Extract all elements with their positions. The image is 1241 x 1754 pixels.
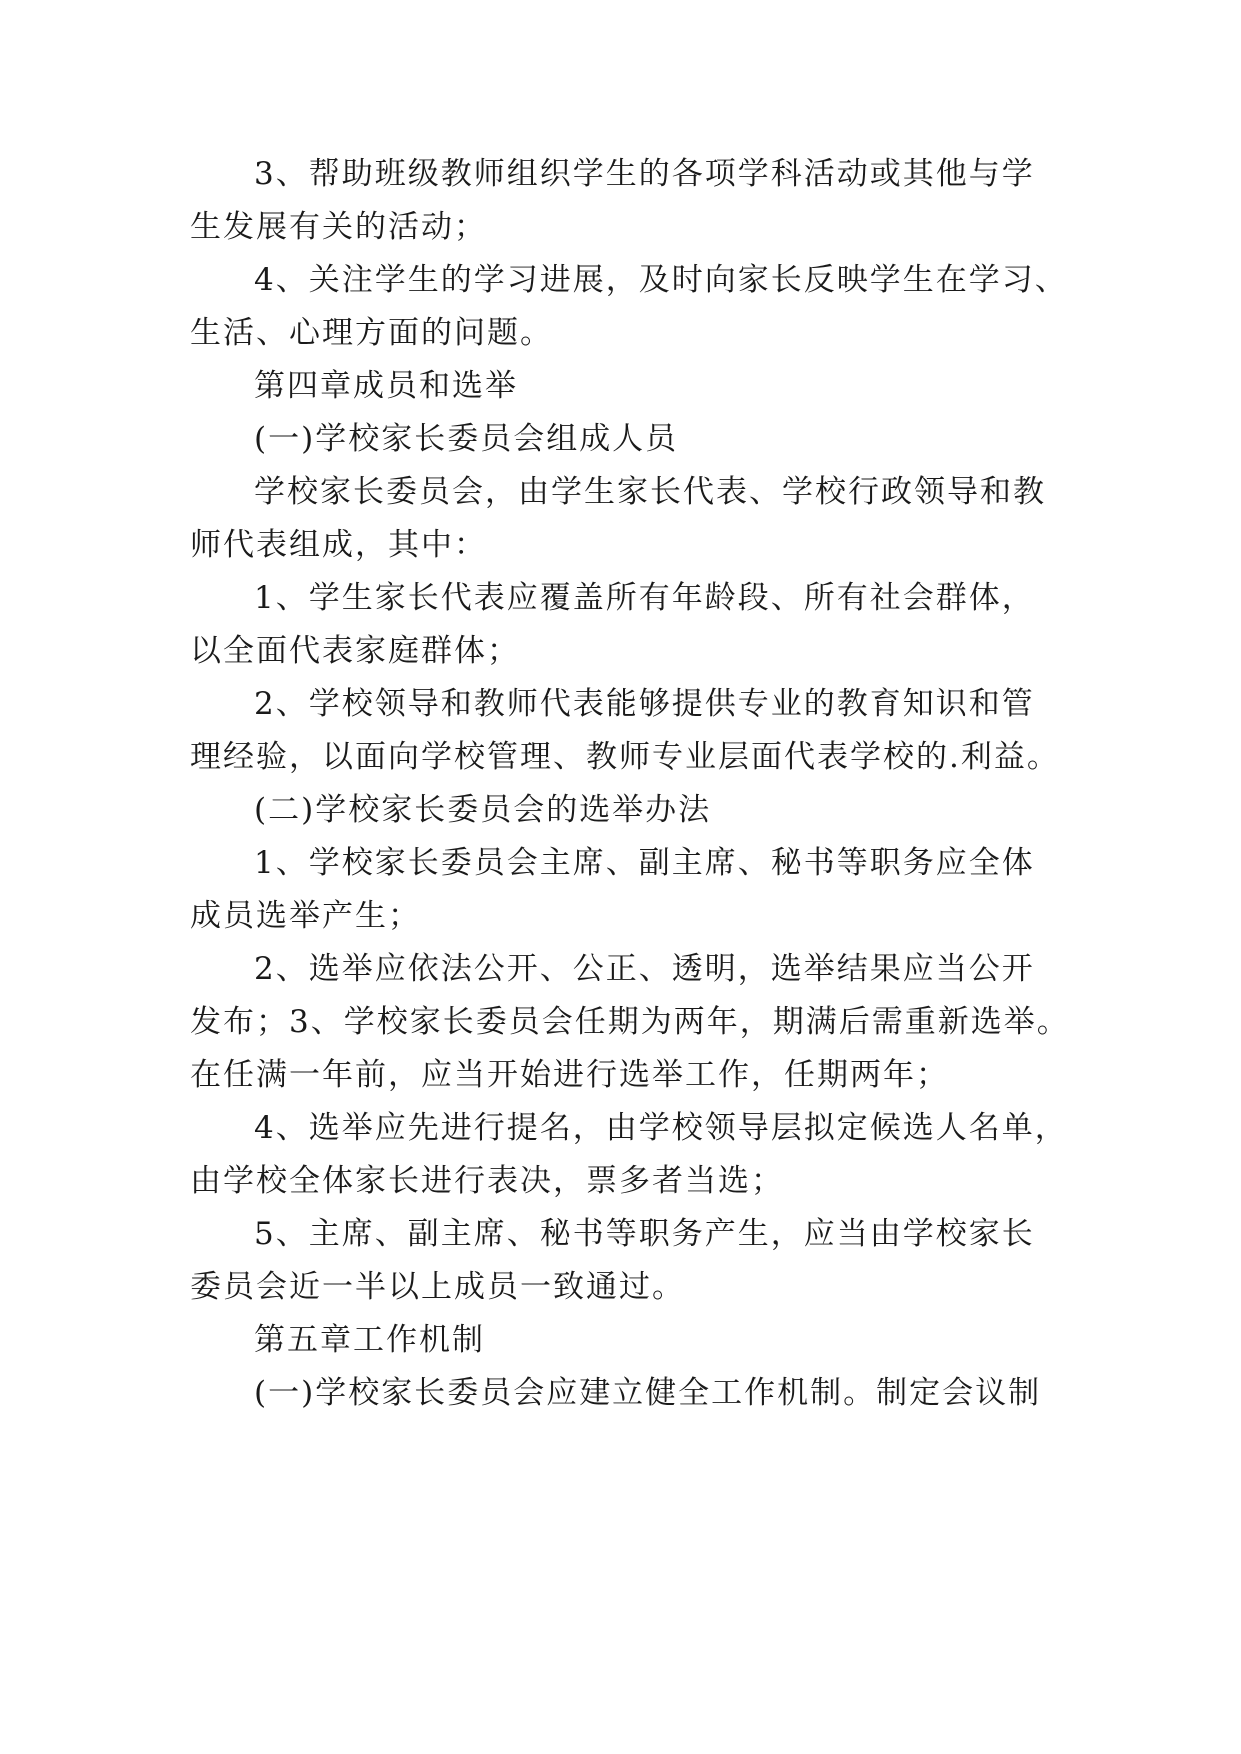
text-line: 以全面代表家庭群体； (190, 633, 520, 669)
text-line: 4、选举应先进行提名，由学校领导层拟定候选人名单， (254, 1110, 1068, 1146)
text-line: 发布；3、学校家长委员会任期为两年，期满后需重新选举。 (190, 1004, 1070, 1040)
text-line: 2、选举应依法公开、公正、透明，选举结果应当公开 (254, 951, 1035, 987)
section-heading: (一)学校家长委员会组成人员 (254, 421, 679, 457)
text-line: 学校家长委员会，由学生家长代表、学校行政领导和教 (254, 474, 1046, 510)
section-heading: (二)学校家长委员会的选举办法 (254, 792, 712, 828)
text-line: 由学校全体家长进行表决，票多者当选； (190, 1163, 784, 1199)
text-line: 1、学校家长委员会主席、副主席、秘书等职务应全体 (254, 845, 1035, 881)
text-line: 生发展有关的活动； (190, 209, 487, 245)
text-line: 4、关注学生的学习进展，及时向家长反映学生在学习、 (254, 262, 1068, 298)
text-line: 5、主席、副主席、秘书等职务产生，应当由学校家长 (254, 1216, 1035, 1252)
text-line: 3、帮助班级教师组织学生的各项学科活动或其他与学 (254, 156, 1035, 192)
text-line: 2、学校领导和教师代表能够提供专业的教育知识和管 (254, 686, 1035, 722)
text-line: 师代表组成，其中： (190, 527, 487, 563)
text-line: 委员会近一半以上成员一致通过。 (190, 1269, 685, 1305)
section-heading: (一)学校家长委员会应建立健全工作机制。制定会议制 (254, 1375, 1042, 1411)
text-line: 理经验，以面向学校管理、教师专业层面代表学校的.利益。 (190, 739, 1060, 775)
text-line: 成员选举产生； (190, 898, 421, 934)
chapter-heading: 第四章成员和选举 (254, 368, 518, 404)
text-line: 生活、心理方面的问题。 (190, 315, 553, 351)
text-line: 1、学生家长代表应覆盖所有年龄段、所有社会群体， (254, 580, 1035, 616)
text-line: 在任满一年前，应当开始进行选举工作，任期两年； (190, 1057, 949, 1093)
chapter-heading: 第五章工作机制 (254, 1322, 485, 1358)
